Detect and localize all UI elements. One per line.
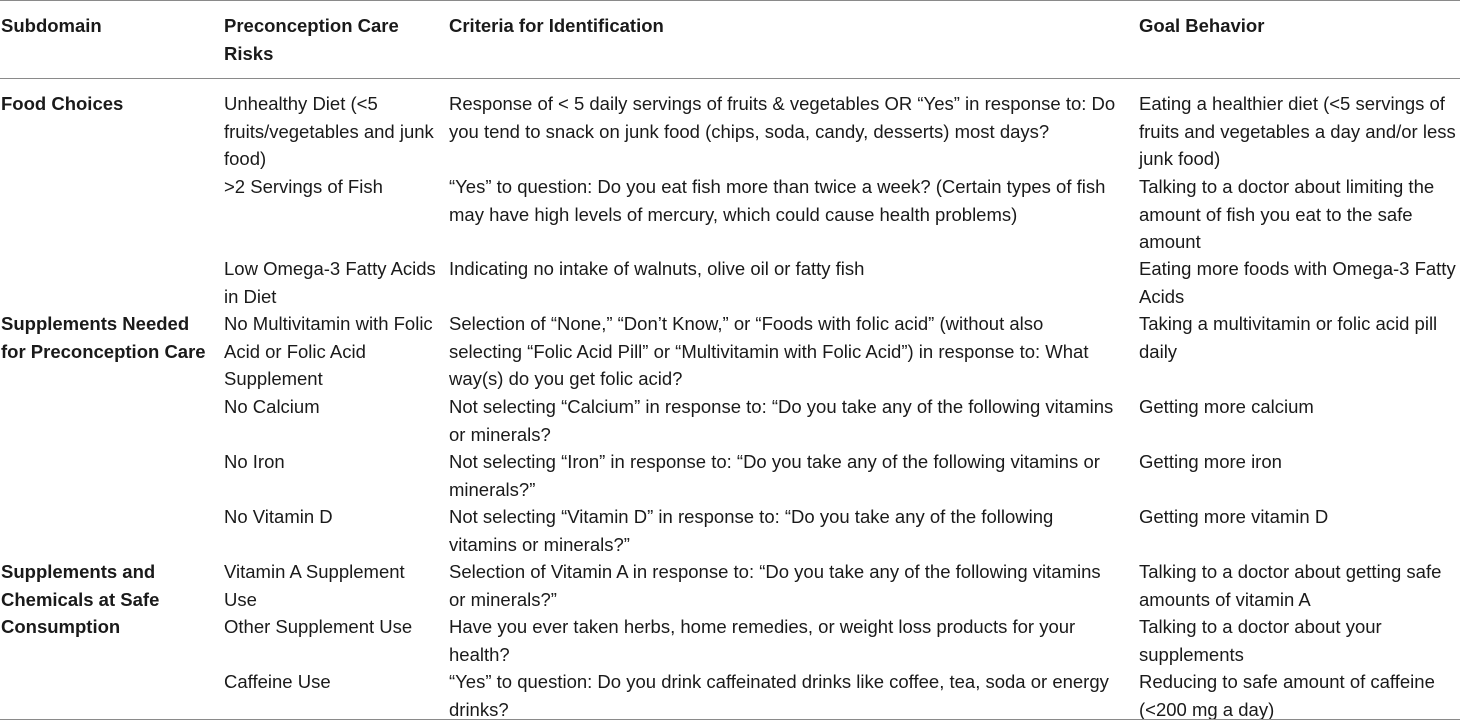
table-row-7-criteria: Selection of Vitamin A in response to: “Do you take any of the following vitamins or minerals?” <box>449 561 1101 610</box>
table-row-0-subdomain: Food Choices <box>1 93 124 114</box>
table-row-3-risk: No Multivitamin with Folic Acid or Folic Acid Supplement <box>224 313 433 389</box>
table-row-7-goal: Talking to a doctor about getting safe amounts of vitamin A <box>1139 561 1442 610</box>
table-row-9-goal: Reducing to safe amount of caffeine (<200 mg a day) <box>1139 671 1435 720</box>
table-row-5-goal: Getting more iron <box>1139 451 1282 472</box>
table-row-6-goal: Getting more vitamin D <box>1139 506 1329 527</box>
table-row-0-risk: Unhealthy Diet (<5 fruits/vegetables and junk food) <box>224 93 434 169</box>
header-preconception-care-risks: Preconception Care Risks <box>224 15 399 64</box>
table-row-7-subdomain: Supplements and Chemicals at Safe Consumption <box>1 561 160 637</box>
table-row-0-goal: Eating a healthier diet (<5 servings of fruits and vegetables a day and/or less junk food) <box>1139 93 1456 169</box>
table-row-8-criteria: Have you ever taken herbs, home remedies, or weight loss products for your health? <box>449 616 1076 665</box>
table-row-6-risk: No Vitamin D <box>224 506 333 527</box>
header-subdomain: Subdomain <box>1 15 102 36</box>
table-row-9-criteria: “Yes” to question: Do you drink caffeinated drinks like coffee, tea, soda or energy drinks? <box>449 671 1109 720</box>
table-row-3-criteria: Selection of “None,” “Don’t Know,” or “Foods with folic acid” (without also selecting “Folic Acid Pill” or “Multivitamin with Folic Acid”) in response to: What way(s) do you get folic acid? <box>449 313 1089 389</box>
table-row-4-criteria: Not selecting “Calcium” in response to: “Do you take any of the following vitamins or minerals? <box>449 396 1114 445</box>
table-row-9-risk: Caffeine Use <box>224 671 331 692</box>
header-goal-behavior: Goal Behavior <box>1139 15 1265 36</box>
table-row-7-risk: Vitamin A Supplement Use <box>224 561 405 610</box>
table-row-2-goal: Eating more foods with Omega-3 Fatty Acids <box>1139 258 1456 307</box>
table-row-2-criteria: Indicating no intake of walnuts, olive oil or fatty fish <box>449 258 865 279</box>
table-row-8-risk: Other Supplement Use <box>224 616 413 637</box>
table-row-0-criteria: Response of < 5 daily servings of fruits & vegetables OR “Yes” in response to: Do you tend to snack on junk food (chips, soda, candy, desserts) most days? <box>449 93 1116 142</box>
table-row-5-risk: No Iron <box>224 451 285 472</box>
table-top-rule <box>0 0 1460 1</box>
table-row-1-goal: Talking to a doctor about limiting the amount of fish you eat to the safe amount <box>1139 176 1435 252</box>
table-row-3-subdomain: Supplements Needed for Preconception Care <box>1 313 206 362</box>
table-header-rule <box>0 78 1460 79</box>
table-row-4-risk: No Calcium <box>224 396 320 417</box>
table-row-8-goal: Talking to a doctor about your supplements <box>1139 616 1382 665</box>
table-row-5-criteria: Not selecting “Iron” in response to: “Do you take any of the following vitamins or minerals?” <box>449 451 1100 500</box>
table-row-4-goal: Getting more calcium <box>1139 396 1314 417</box>
table-row-1-risk: >2 Servings of Fish <box>224 176 383 197</box>
table-row-3-goal: Taking a multivitamin or folic acid pill daily <box>1139 313 1438 362</box>
table-header-row <box>0 12 1460 72</box>
header-criteria-for-identification: Criteria for Identification <box>449 15 664 36</box>
table-row-2-risk: Low Omega-3 Fatty Acids in Diet <box>224 258 436 307</box>
table-row-6-criteria: Not selecting “Vitamin D” in response to: “Do you take any of the following vitamins or minerals?” <box>449 506 1054 555</box>
table-row-1-criteria: “Yes” to question: Do you eat fish more than twice a week? (Certain types of fish may have high levels of mercury, which could cause health problems) <box>449 176 1106 225</box>
